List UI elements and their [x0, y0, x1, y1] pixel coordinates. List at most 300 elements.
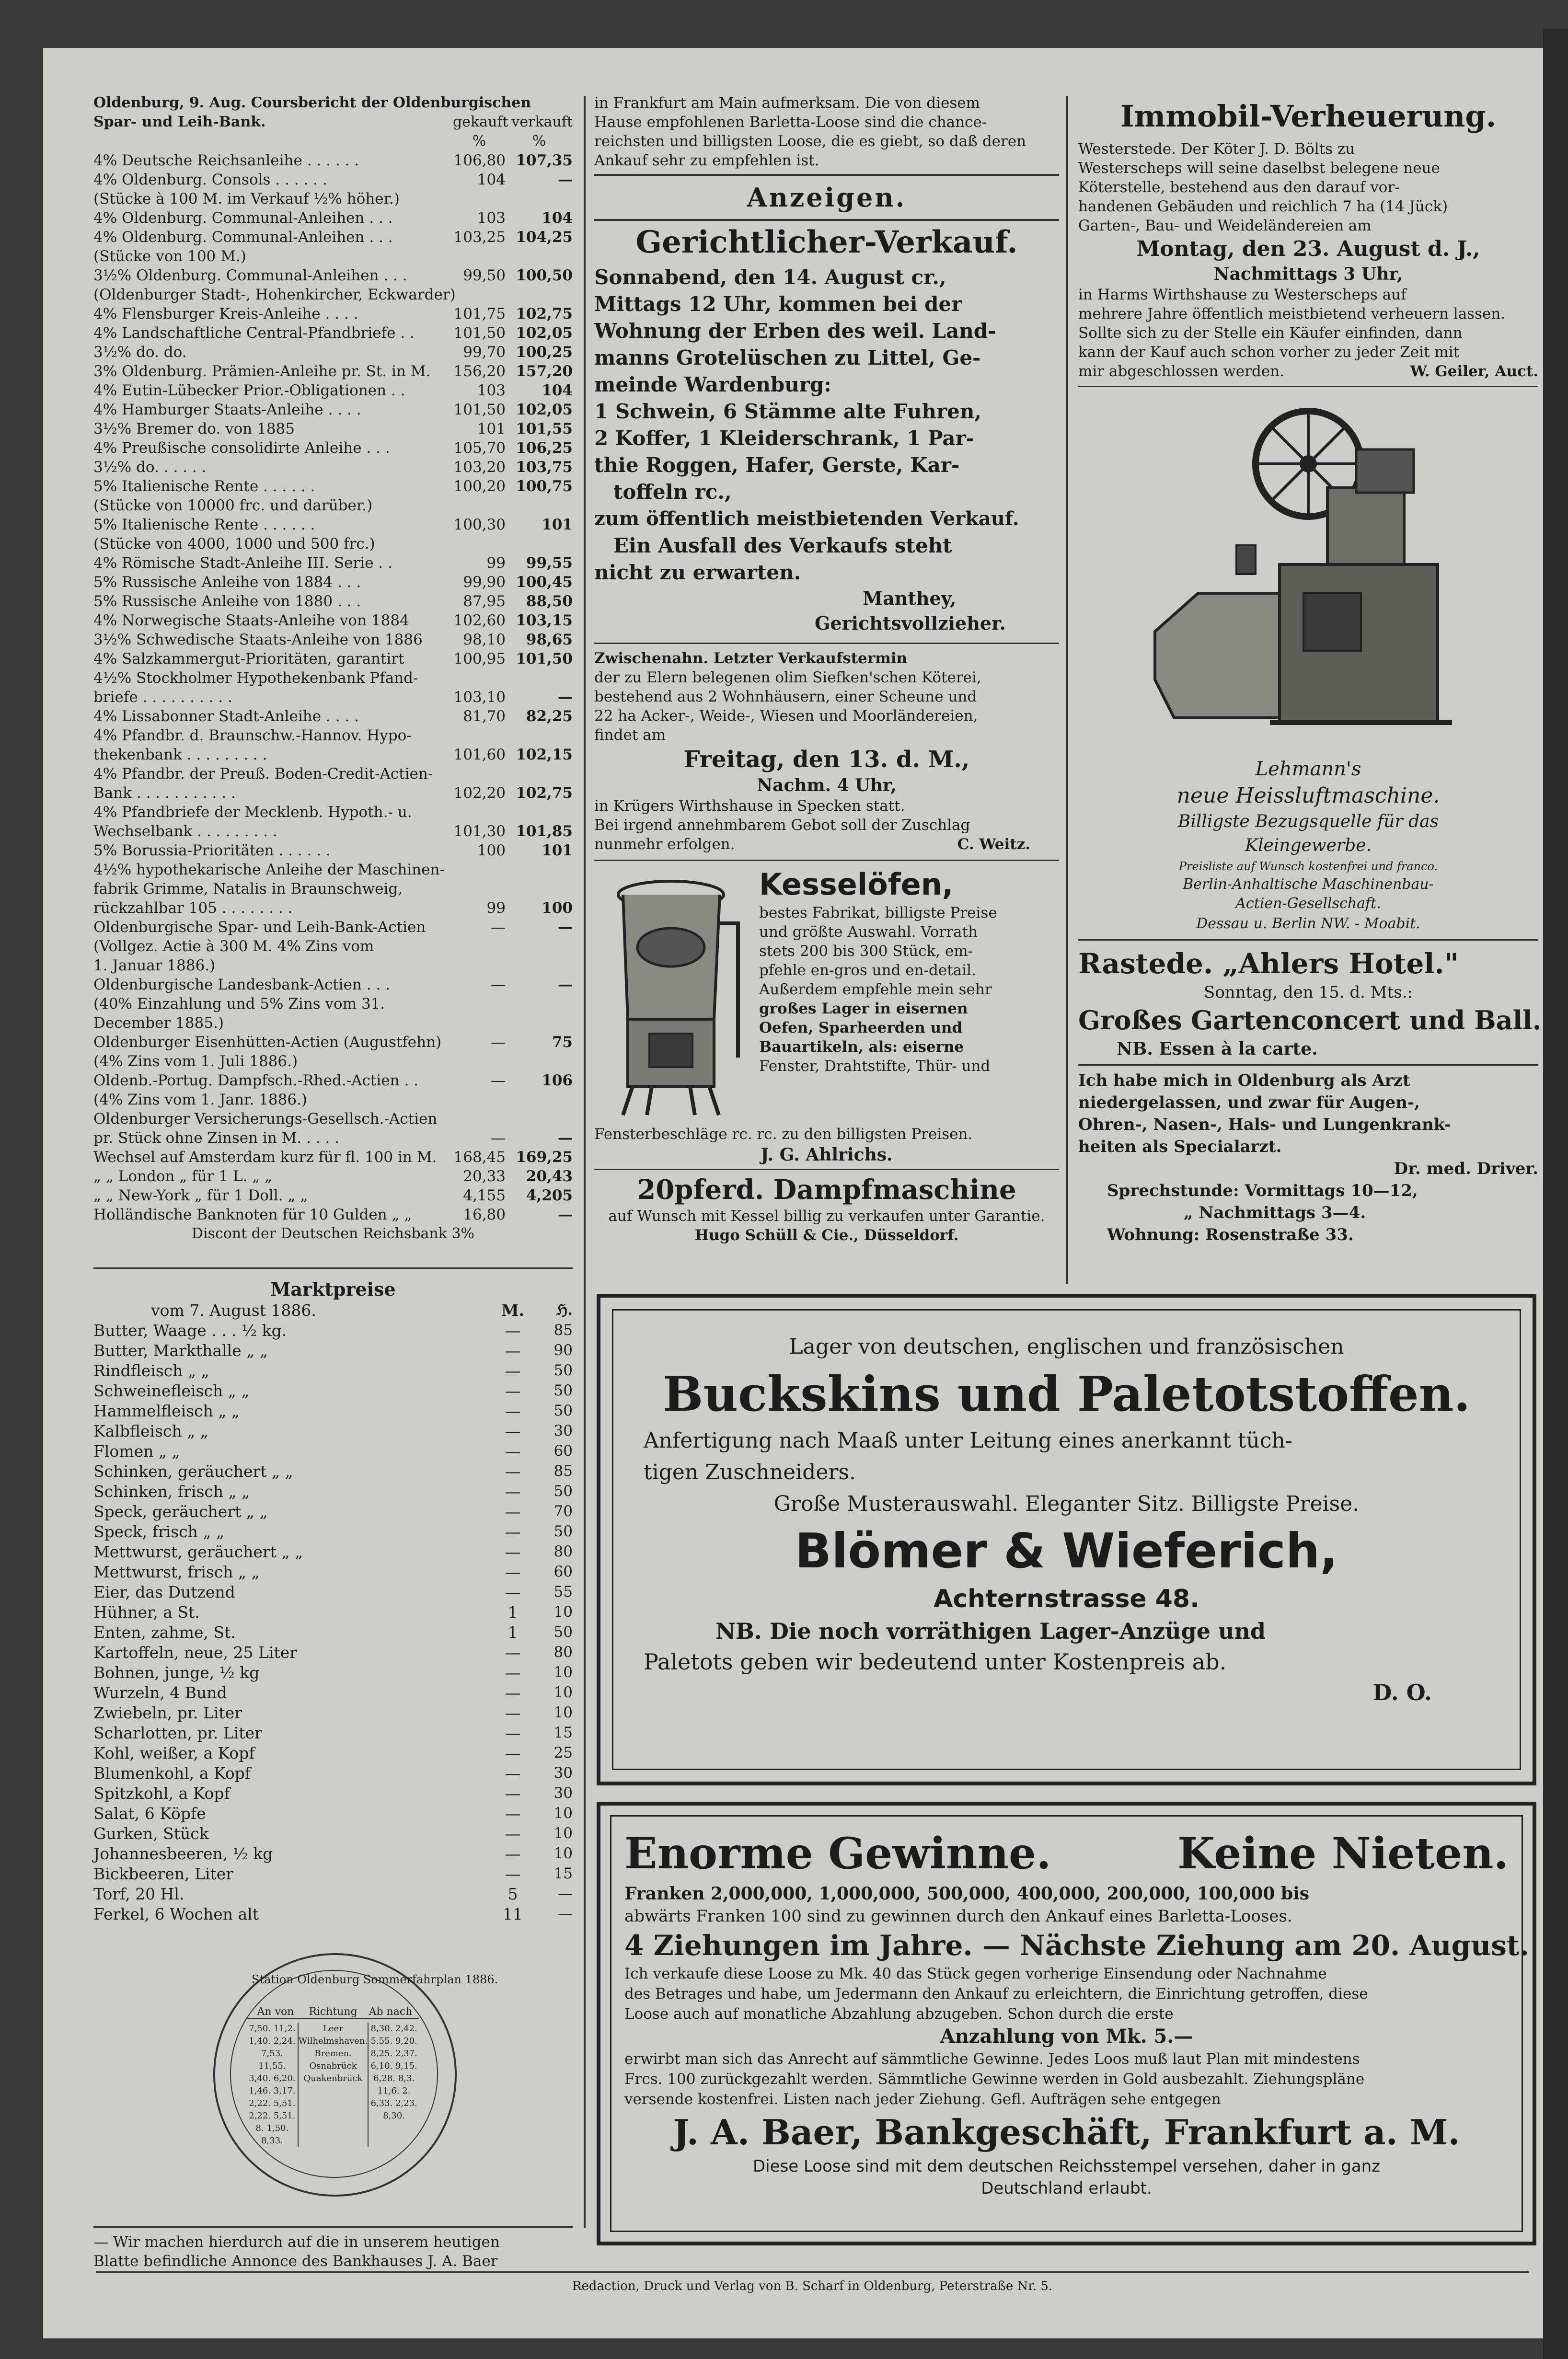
quote-row: [93, 783, 573, 803]
baer-line: Loose auch auf monatliche Abzahlung abzugeben. Schon durch die erste: [624, 2005, 1174, 2023]
quote-row: [93, 438, 573, 458]
column-divider-right: [1066, 96, 1068, 1284]
quote-row: [93, 304, 573, 323]
zw-line: findet am: [594, 726, 666, 744]
quote-row: [93, 573, 573, 592]
market-item: Hammelfleisch „ „: [93, 1402, 240, 1420]
baer-line: abwärts Franken 100 sind zu gewinnen durch den Ankauf eines Barletta-Looses.: [624, 1907, 1292, 1926]
quote-sold: 88,50: [526, 593, 573, 610]
quote-name: 5% Russische Anleihe von 1884 . . .: [93, 574, 361, 591]
quote-name: 4% Römische Stadt-Anleihe III. Serie . .: [93, 554, 392, 572]
market-row: [93, 1482, 573, 1502]
rental-title: Immobil-Verheuerung.: [1120, 99, 1497, 134]
rental-line: Westerscheps will seine daselbst belegene neue: [1078, 160, 1440, 177]
doctor-line: Sprechstunde: Vormittags 10—12,: [1107, 1181, 1418, 1200]
market-item: Mettwurst, geräuchert „ „: [93, 1542, 303, 1561]
quote-sold: 4,205: [526, 1187, 573, 1204]
quote-name: Oldenburgische Spar- und Leih-Bank-Actien: [93, 919, 426, 936]
court-sale-line: 1 Schwein, 6 Stämme alte Fuhren,: [594, 400, 981, 423]
quote-name: fabrik Grimme, Natalis in Braunschweig,: [93, 880, 403, 898]
quote-bought: 101,60: [453, 746, 506, 763]
stove-line: Fensterbeschläge rc. rc. zu den billigsten Preisen.: [594, 1126, 973, 1143]
rental-line: in Harms Wirthshause zu Westerscheps auf: [1078, 286, 1407, 303]
quote-name: Wechselbank . . . . . . . . .: [93, 823, 277, 840]
zw-signature: C. Weitz.: [957, 836, 1030, 853]
quote-name: 4½% Stockholmer Hypothekenbank Pfand-: [93, 669, 418, 687]
quote-row: [93, 1148, 573, 1167]
doctor-line: niedergelassen, und zwar für Augen-,: [1078, 1093, 1420, 1112]
quote-bought: [453, 726, 506, 745]
market-row: [93, 1341, 573, 1361]
quote-bought: 103: [477, 209, 506, 227]
note-line-2: Blatte befindliche Annonce des Bankhauses J. A. Baer: [93, 2253, 498, 2270]
quote-row: [93, 534, 573, 553]
market-mark: —: [505, 1381, 521, 1400]
quote-bought: [456, 285, 507, 304]
market-item: Wurzeln, 4 Bund: [93, 1683, 227, 1702]
quote-name: Oldenburgische Landesbank-Actien . . .: [93, 976, 391, 993]
baer-lottery-ad: [597, 1802, 1536, 2245]
stove-line: Fenster, Drahtstifte, Thür- und: [759, 1058, 991, 1075]
quote-sold: [506, 247, 573, 266]
quote-name: „ „ New-York „ für 1 Doll. „ „: [93, 1187, 308, 1204]
quote-name: 5% Russische Anleihe von 1880 . . .: [93, 593, 361, 610]
quote-bought: 101: [477, 420, 506, 437]
quote-row: [93, 688, 573, 707]
quote-bought: 100,30: [453, 516, 506, 533]
quote-name: (Stücke von 4000, 1000 und 500 frc.): [93, 535, 375, 552]
rastede-event: Großes Gartenconcert und Ball.: [1078, 1005, 1542, 1036]
quote-sold: 100,45: [516, 574, 573, 591]
engine-line: Actien-Gesellschaft.: [1235, 895, 1381, 912]
quote-bought: [453, 247, 506, 266]
court-sale-line: Ein Ausfall des Verkaufs steht: [613, 534, 952, 557]
quote-row: [93, 400, 573, 419]
market-item: Speck, geräuchert „ „: [93, 1502, 268, 1521]
quote-row: [93, 1186, 573, 1205]
market-item: Gurken, Stück: [93, 1824, 209, 1843]
quote-bought: 103,25: [453, 229, 506, 246]
quote-sold: [506, 879, 573, 898]
court-sale-line: toffeln rc.,: [613, 480, 732, 504]
market-mark: 1: [507, 1603, 518, 1622]
quote-sold: —: [558, 1129, 573, 1147]
baer-footnote: Diese Loose sind mit dem deutschen Reichsstempel versehen, daher in ganz: [752, 2157, 1381, 2176]
market-pfennig: 50: [553, 1362, 573, 1379]
doctor-line: Ohren-, Nasen-, Hals- und Lungenkrank-: [1078, 1115, 1451, 1134]
market-title: Marktpreise: [270, 1278, 396, 1300]
quote-sold: [506, 1090, 573, 1109]
market-item: Speck, frisch „ „: [93, 1522, 225, 1541]
market-mark: —: [505, 1683, 521, 1702]
market-row: [93, 1562, 573, 1582]
header-pct: %: [472, 133, 486, 150]
discount-line: Discont der Deutschen Reichsbank 3%: [191, 1225, 475, 1242]
quote-row: [93, 860, 573, 879]
quote-name: 4½% hypothekarische Anleihe der Maschinen-: [93, 861, 445, 878]
stove-line: Außerdem empfehle mein sehr: [759, 981, 992, 998]
quote-name: 4% Pfandbr. der Preuß. Boden-Credit-Actien-: [93, 765, 433, 782]
quote-bought: [453, 956, 506, 975]
cont-line: Ankauf sehr zu empfehlen ist.: [594, 152, 819, 169]
baer-footnote: Deutschland erlaubt.: [981, 2179, 1152, 2198]
quote-row: [93, 496, 573, 515]
quote-bought: 4,155: [463, 1187, 506, 1204]
steam-engine-line: auf Wunsch mit Kessel billig zu verkaufen unter Garantie.: [608, 1208, 1045, 1225]
quote-bought: 100: [477, 842, 506, 859]
rental-line: Garten-, Bau- und Weideländereien am: [1078, 217, 1372, 234]
quote-sold: [506, 534, 573, 553]
quote-sold: —: [558, 689, 573, 706]
quote-sold: 101,55: [516, 420, 573, 437]
quote-row: [93, 1071, 573, 1090]
market-mark: 11: [503, 1905, 523, 1923]
market-pfennig: 10: [553, 1845, 573, 1862]
steam-engine-title: 20pferd. Dampfmaschine: [637, 1174, 1016, 1206]
market-item: Mettwurst, frisch „ „: [93, 1563, 260, 1581]
quote-row: [93, 170, 573, 189]
rastede-line: NB. Essen à la carte.: [1117, 1039, 1318, 1059]
zw-line: der zu Elern belegenen olim Siefken'schen Köterei,: [594, 669, 981, 686]
rental-line: mehrere Jahre öffentlich meistbietend verheuern lassen.: [1078, 305, 1506, 322]
buckskins-line: Anfertigung nach Maaß unter Leitung eines anerkannt tüch-: [644, 1428, 1292, 1453]
court-sale-line: thie Roggen, Hafer, Gerste, Kar-: [594, 453, 960, 477]
quote-name: Oldenburger Versicherungs-Gesellsch.-Actien: [93, 1110, 438, 1128]
market-row: [93, 1421, 573, 1441]
market-row: [93, 1884, 573, 1904]
quote-sold: [506, 189, 573, 208]
rastede-title: Rastede. „Ahlers Hotel.": [1078, 947, 1459, 980]
quote-row: [93, 1013, 573, 1033]
quote-row: [93, 285, 573, 304]
rental-line: Westerstede. Der Köter J. D. Bölts zu: [1078, 140, 1355, 158]
quote-sold: 157,20: [516, 363, 573, 380]
market-pfennig: 50: [553, 1623, 573, 1641]
market-pfennig: 80: [553, 1644, 573, 1661]
market-pfennig: —: [558, 1905, 573, 1922]
quote-row: [93, 247, 573, 266]
court-sale-line: Sonnabend, den 14. August cr.,: [594, 265, 946, 289]
buckskins-signature: D. O.: [1372, 1680, 1432, 1705]
rental-line: Köterstelle, bestehend aus den darauf vor-: [1078, 179, 1400, 196]
market-mark: —: [505, 1361, 521, 1380]
quote-row: [93, 1167, 573, 1186]
quote-sold: 104: [542, 382, 573, 399]
market-row: [93, 1784, 573, 1804]
stove-illustration: [594, 866, 752, 1125]
quote-row: [93, 611, 573, 630]
quote-name: (Stücke von 100 M.): [93, 248, 246, 265]
quote-row: [93, 918, 573, 937]
baer-title-right: Keine Nieten.: [1177, 1828, 1509, 1879]
quote-sold: [506, 937, 573, 956]
quote-name: 4% Pfandbriefe der Mecklenb. Hypoth.- u.: [93, 804, 412, 821]
market-mark: —: [505, 1462, 521, 1481]
quote-bought: [453, 1013, 506, 1033]
market-pfennig: 50: [553, 1382, 573, 1399]
quote-sold: [506, 1052, 573, 1071]
quote-bought: 99: [486, 899, 506, 917]
quote-row: [93, 975, 573, 994]
market-item: Spitzkohl, a Kopf: [93, 1784, 230, 1803]
market-pfennig: 50: [553, 1402, 573, 1419]
doctor-line: Ich habe mich in Oldenburg als Arzt: [1078, 1071, 1410, 1090]
quote-sold: 100: [542, 899, 573, 917]
market-row: [93, 1663, 573, 1683]
quote-row: [93, 592, 573, 611]
quote-name: (4% Zins vom 1. Juli 1886.): [93, 1053, 298, 1070]
court-sale-line: Mittags 12 Uhr, kommen bei der: [594, 292, 962, 316]
page-edge: [1543, 29, 1568, 2359]
market-item: Flomen „ „: [93, 1442, 180, 1461]
baer-title-left: Enorme Gewinne.: [624, 1828, 1051, 1879]
baer-firm: J. A. Baer, Bankgeschäft, Frankfurt a. M.: [673, 2112, 1460, 2152]
quote-sold: 103,15: [516, 612, 573, 629]
market-row: [93, 1763, 573, 1784]
quote-bought: [453, 189, 506, 208]
quotes-list: [93, 151, 573, 1224]
quote-sold: —: [558, 171, 573, 188]
zw-date: Freitag, den 13. d. M.,: [683, 746, 970, 773]
market-mark: —: [505, 1764, 521, 1783]
market-item: Kartoffeln, neue, 25 Liter: [93, 1643, 298, 1662]
market-item: Kalbfleisch „ „: [93, 1422, 208, 1440]
court-sale-line: meinde Wardenburg:: [594, 373, 831, 396]
court-sale-signature-title: Gerichtsvollzieher.: [815, 612, 1006, 634]
quote-sold: 75: [552, 1034, 573, 1051]
quote-name: 4% Hamburger Staats-Anleihe . . . .: [93, 401, 361, 418]
market-pfennig: 10: [553, 1805, 573, 1822]
cont-line: in Frankfurt am Main aufmerksam. Die von diesem: [594, 94, 980, 112]
market-item: Rindfleisch „ „: [93, 1361, 209, 1380]
quote-row: [93, 841, 573, 860]
buckskins-line: tigen Zuschneiders.: [644, 1460, 856, 1484]
quote-row: [93, 956, 573, 975]
market-date: vom 7. August 1886.: [151, 1301, 316, 1320]
market-row: [93, 1904, 573, 1924]
quote-sold: 169,25: [516, 1149, 573, 1166]
quote-row: [93, 707, 573, 726]
market-mark: —: [505, 1724, 521, 1742]
quote-name: rückzahlbar 105 . . . . . . . .: [93, 899, 293, 917]
zw-line: Bei irgend annehmbarem Gebot soll der Zuschlag: [594, 817, 970, 834]
stove-title: Kesselöfen,: [759, 867, 954, 902]
engine-line: Preisliste auf Wunsch kostenfrei und franco.: [1178, 860, 1438, 873]
market-pfennig: 10: [553, 1704, 573, 1721]
doctor-line: heiten als Specialarzt.: [1078, 1137, 1282, 1156]
market-mark: —: [505, 1542, 521, 1561]
quote-bought: 100,20: [453, 478, 506, 495]
market-mark: —: [505, 1643, 521, 1662]
baer-line: Franken 2,000,000, 1,000,000, 500,000, 400,000, 200,000, 100,000 bis: [624, 1884, 1310, 1904]
market-row: [93, 1401, 573, 1421]
market-mark: —: [505, 1482, 521, 1501]
rental-line: mir abgeschlossen werden.: [1078, 363, 1285, 380]
market-mark: 5: [507, 1885, 518, 1903]
market-pfennig: 50: [553, 1523, 573, 1540]
quote-name: 4% Landschaftliche Central-Pfandbriefe . .: [93, 324, 415, 342]
market-item: Schinken, geräuchert „ „: [93, 1462, 293, 1481]
market-row: [93, 1361, 573, 1381]
quote-bought: 101,50: [453, 401, 506, 418]
quote-row: [93, 630, 573, 649]
quote-sold: [506, 803, 573, 822]
quote-sold: —: [558, 919, 573, 936]
quote-row: [93, 419, 573, 438]
engine-line: Billigste Bezugsquelle für das: [1177, 812, 1439, 831]
market-pfennig: 10: [553, 1825, 573, 1842]
quote-bought: 101,30: [453, 823, 506, 840]
quote-row: [93, 228, 573, 247]
quote-name: 5% Italienische Rente . . . . . .: [93, 478, 315, 495]
rastede-line: Sonntag, den 15. d. Mts.:: [1204, 983, 1413, 1002]
market-pfennig: 90: [553, 1342, 573, 1359]
quote-name: „ „ London „ für 1 L. „ „: [93, 1168, 273, 1185]
unit-pfennig: ℌ.: [556, 1301, 573, 1319]
quote-sold: [506, 994, 573, 1013]
market-item: Bohnen, junge, ½ kg: [93, 1663, 260, 1682]
buckskins-nb: NB. Die noch vorräthigen Lager-Anzüge und: [715, 1618, 1266, 1644]
quote-name: 3% Oldenburg. Prämien-Anleihe pr. St. in M.: [93, 363, 431, 380]
seal-col-arrive: An von: [257, 2006, 294, 2018]
column-divider-left: [584, 96, 586, 2228]
market-mark: —: [505, 1522, 521, 1541]
quote-row: [93, 649, 573, 668]
court-sale-title: Gerichtlicher-Verkauf.: [635, 224, 1018, 260]
quote-name: December 1885.): [93, 1014, 224, 1032]
quote-sold: 102,05: [516, 324, 573, 342]
market-mark: —: [505, 1744, 521, 1762]
quote-bought: [453, 534, 506, 553]
quote-bought: 101,50: [453, 324, 506, 342]
quote-sold: 98,65: [526, 631, 573, 648]
market-pfennig: 85: [553, 1322, 573, 1339]
market-pfennig: 30: [553, 1422, 573, 1439]
quote-bought: [453, 764, 506, 783]
stove-signature: J. G. Ahlrichs.: [761, 1145, 893, 1165]
market-pfennig: —: [558, 1885, 573, 1902]
note-line-1: — Wir machen hierdurch auf die in unserem heutigen: [93, 2233, 500, 2251]
stove-line: großes Lager in eisernen: [759, 1000, 968, 1017]
market-row: [93, 1824, 573, 1844]
market-item: Butter, Markthalle „ „: [93, 1341, 268, 1360]
market-pfennig: 10: [553, 1664, 573, 1681]
rental-time: Nachmittags 3 Uhr,: [1213, 264, 1403, 284]
quote-bought: [453, 1109, 506, 1128]
market-pfennig: 60: [553, 1563, 573, 1580]
quote-bought: [453, 668, 506, 688]
quote-bought: 99: [486, 554, 506, 572]
quote-name: 5% Borussia-Prioritäten . . . . . .: [93, 842, 331, 859]
quote-name: Wechsel auf Amsterdam kurz für fl. 100 in M.: [93, 1149, 437, 1166]
steam-engine-firm: Hugo Schüll & Cie., Düsseldorf.: [694, 1227, 959, 1244]
buckskins-title: Buckskins und Paletotstoffen.: [662, 1366, 1471, 1422]
market-pfennig: 25: [553, 1744, 573, 1761]
baer-draw-date: 4 Ziehungen im Jahre. — Nächste Ziehung am 20. August.: [624, 1929, 1529, 1962]
quote-name: 4% Norwegische Staats-Anleihe von 1884: [93, 612, 409, 629]
market-pfennig: 10: [553, 1684, 573, 1701]
quote-sold: 106: [542, 1072, 573, 1089]
quote-bought: [453, 994, 506, 1013]
quote-bought: 99,70: [463, 344, 506, 361]
quote-bought: [453, 860, 506, 879]
quote-name: 4% Deutsche Reichsanleihe . . . . . .: [93, 152, 359, 169]
market-mark: —: [505, 1563, 521, 1581]
buckskins-ad: [597, 1294, 1536, 1785]
timetable-seal: [93, 1953, 573, 2221]
quote-bought: [453, 1052, 506, 1071]
quote-row: [93, 668, 573, 688]
quote-bought: —: [491, 976, 506, 993]
quote-bought: [453, 496, 506, 515]
buckskins-line: Lager von deutschen, englischen und französischen: [789, 1335, 1344, 1359]
market-item: Zwiebeln, pr. Liter: [93, 1703, 242, 1722]
quote-name: (Stücke von 10000 frc. und darüber.): [93, 497, 373, 514]
seal-directions: Leer Wilhelmshaven. Bremen. Osnabrück Quakenbrück: [298, 2023, 369, 2147]
quote-bought: —: [491, 1072, 506, 1089]
header-bought: gekauft: [453, 114, 508, 130]
market-mark: —: [505, 1422, 521, 1440]
market-row: [93, 1381, 573, 1401]
market-row: [93, 1804, 573, 1824]
engine-line: Lehmann's: [1255, 758, 1361, 780]
buckskins-firm: Blömer & Wieferich,: [795, 1523, 1338, 1579]
quote-sold: [506, 726, 573, 745]
quote-row: [93, 1090, 573, 1109]
seal-col-direction: Richtung: [309, 2006, 357, 2018]
market-item: Schinken, frisch „ „: [93, 1482, 250, 1501]
quote-row: [93, 266, 573, 285]
quote-name: 4% Lissabonner Stadt-Anleihe . . . .: [93, 708, 359, 725]
quote-name: (40% Einzahlung und 5% Zins vom 31.: [93, 995, 385, 1013]
quote-sold: 106,25: [516, 439, 573, 457]
quote-row: [93, 1205, 573, 1224]
market-item: Ferkel, 6 Wochen alt: [93, 1905, 259, 1923]
quote-name: 4% Oldenburg. Communal-Anleihen . . .: [93, 229, 393, 246]
quote-bought: 106,80: [453, 152, 506, 169]
middle-column: [594, 93, 1059, 1287]
quote-row: [93, 515, 573, 534]
quote-row: [93, 726, 573, 745]
seal-departures: 8,30. 2,42. 5,55. 9,20. 8,25. 2,37. 6,10. 9,15. 6,28. 8,3. 11,6. 2. 6,33. 2,23. 8,30.: [370, 2024, 417, 2121]
quote-bought: 98,10: [463, 631, 506, 648]
buckskins-nb: Paletots geben wir bedeutend unter Kostenpreis ab.: [644, 1649, 1227, 1675]
zw-line: nunmehr erfolgen.: [594, 836, 735, 853]
market-item: Schweinefleisch „ „: [93, 1381, 250, 1400]
market-mark: —: [505, 1824, 521, 1843]
quote-row: [93, 879, 573, 898]
quote-row: [93, 1109, 573, 1128]
stove-line: und größte Auswahl. Vorrath: [759, 923, 978, 941]
market-mark: —: [505, 1341, 521, 1360]
quote-bought: 102,60: [453, 612, 506, 629]
quote-sold: 82,25: [526, 708, 573, 725]
quote-row: [93, 151, 573, 170]
market-mark: —: [505, 1784, 521, 1803]
market-item: Butter, Waage . . . ½ kg.: [93, 1321, 287, 1340]
zw-time: Nachm. 4 Uhr,: [757, 775, 897, 795]
quote-name: 4% Salzkammergut-Prioritäten, garantirt: [93, 650, 404, 667]
market-item: Johannesbeeren, ½ kg: [93, 1844, 273, 1863]
court-sale-line: nicht zu erwarten.: [594, 561, 801, 584]
quote-row: [93, 994, 573, 1013]
rental-line: Sollte sich zu der Stelle ein Käufer einfinden, dann: [1078, 324, 1463, 342]
quote-bought: 156,20: [453, 363, 506, 380]
quote-row: [93, 458, 573, 477]
baer-line: versende kostenfrei. Listen nach jeder Ziehung. Gefl. Aufträgen sehe entgegen: [624, 2091, 1221, 2108]
quote-name: 4% Oldenburg. Communal-Anleihen . . .: [93, 209, 393, 227]
market-mark: —: [505, 1442, 521, 1461]
